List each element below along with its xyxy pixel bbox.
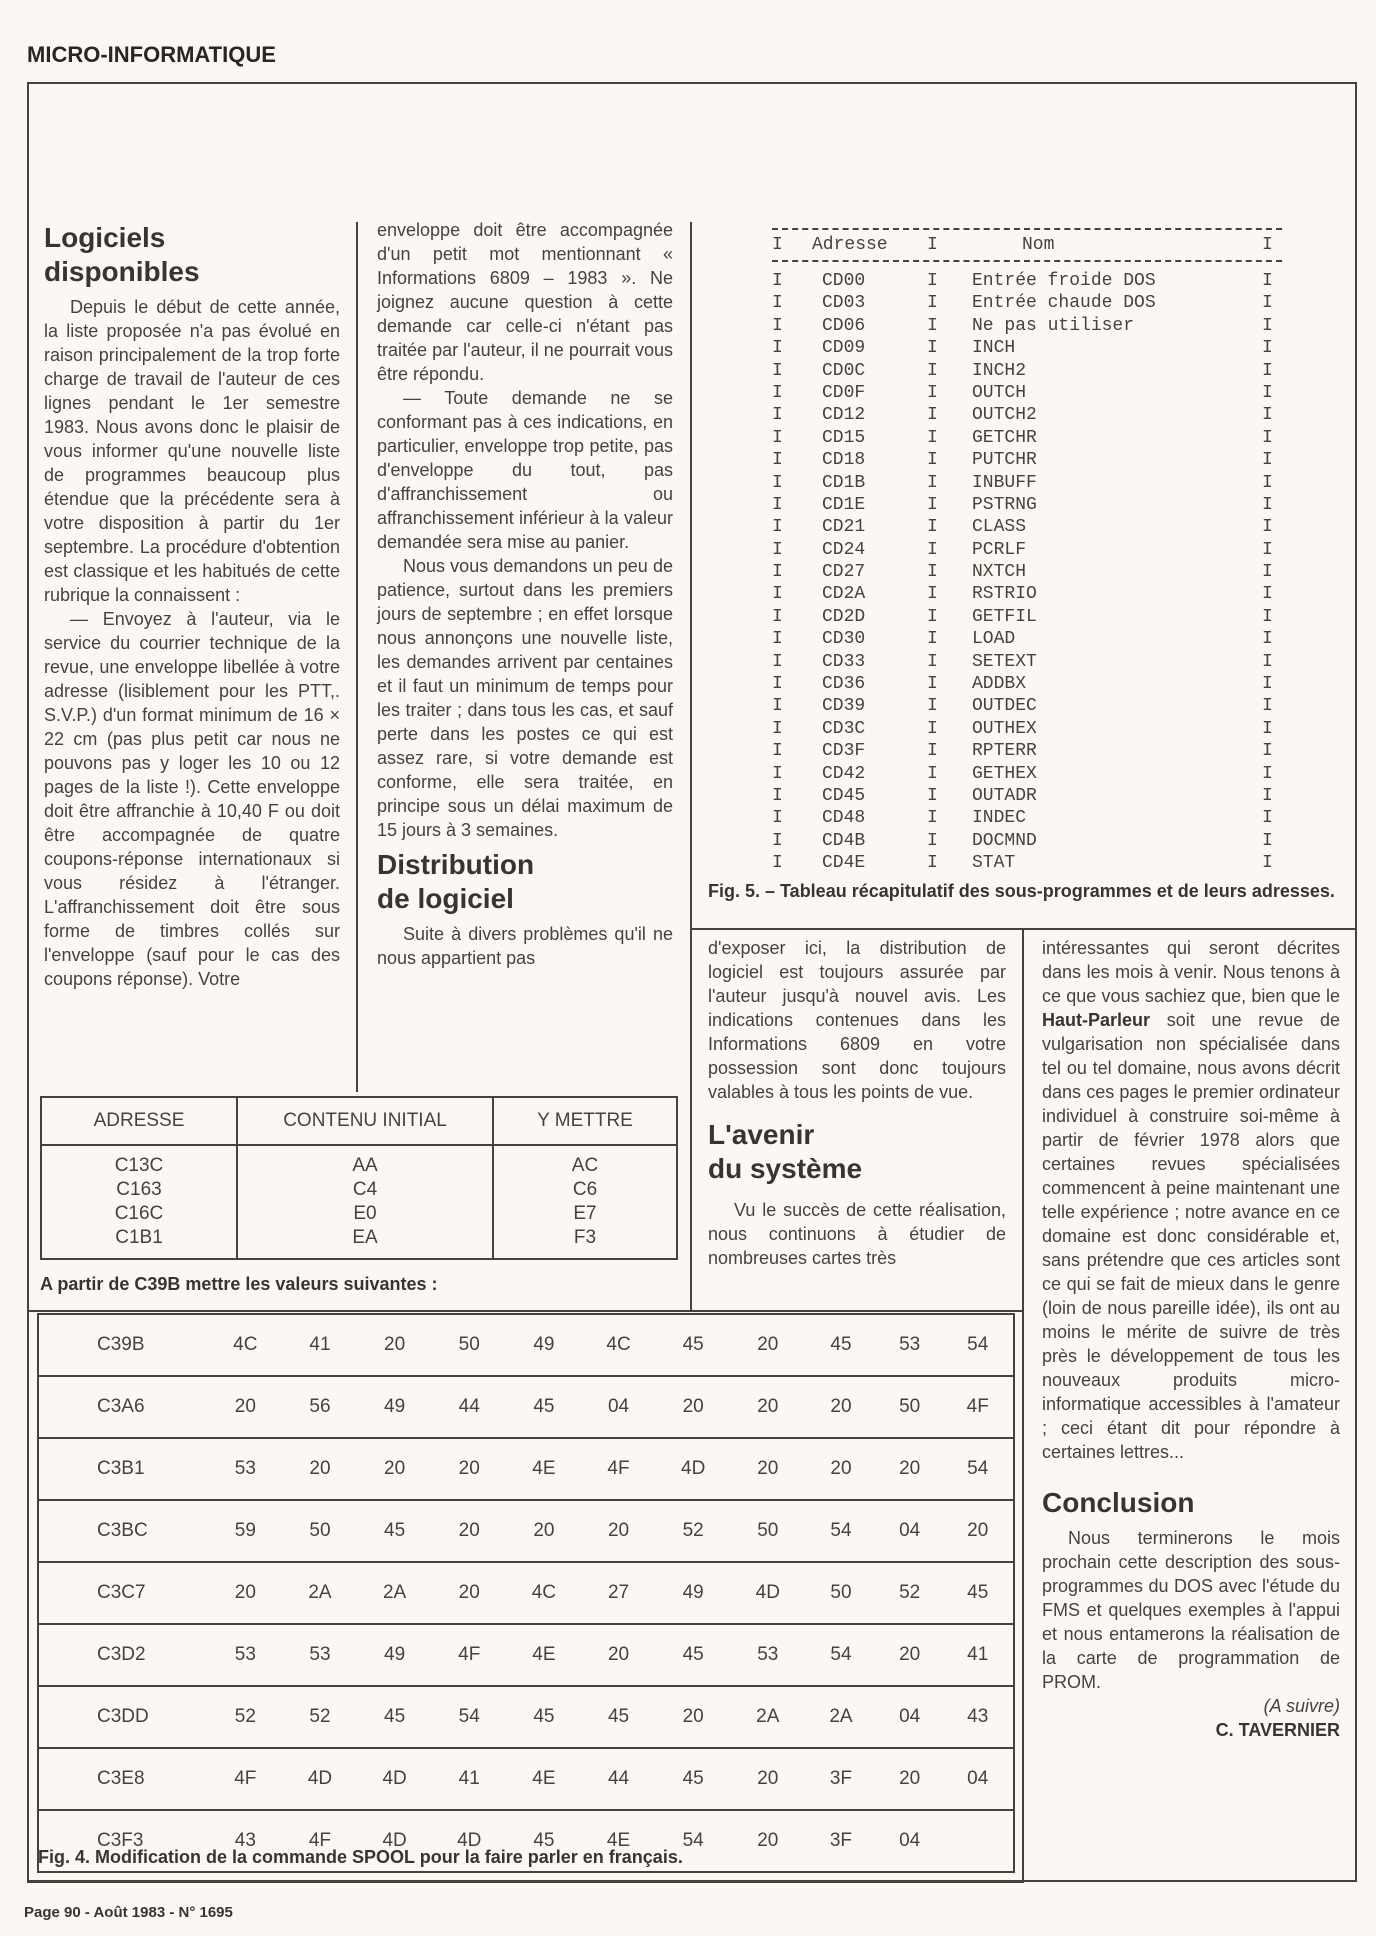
initial-values-cell [237, 1145, 493, 1259]
byte-cell: 3F [805, 1748, 877, 1810]
byte-cell: 4F [283, 1810, 358, 1872]
fig5-row: I CD06 I Ne pas utiliser I [772, 315, 1273, 336]
col-divider-3 [1022, 930, 1024, 1882]
byte-cell: 04 [942, 1748, 1014, 1810]
header-adresse: ADRESSE [41, 1097, 237, 1145]
paragraph: Vu le succès de cette réalisation, nous continuons à étudier de nombreuses cartes très [708, 1200, 1006, 1268]
fig5-row: I CD36 I ADDBX I [772, 674, 1273, 695]
byte-cell: 20 [283, 1438, 358, 1500]
byte-cell: 43 [942, 1686, 1014, 1748]
fig5-row: I CD4E I STAT I [772, 853, 1273, 874]
byte-cell: 04 [877, 1500, 943, 1562]
byte-cell: 20 [357, 1438, 432, 1500]
byte-cell: 54 [805, 1500, 877, 1562]
byte-cell: 45 [507, 1686, 582, 1748]
byte-cell: 20 [805, 1438, 877, 1500]
byte-cell: 20 [507, 1500, 582, 1562]
fig5-row: I CD30 I LOAD I [772, 629, 1273, 650]
fig5-row: I CD12 I OUTCH2 I [772, 405, 1273, 426]
byte-cell: 4E [507, 1748, 582, 1810]
byte-cell: 49 [357, 1624, 432, 1686]
fig5-row: I CD0F I OUTCH I [772, 382, 1273, 403]
byte-cell: 50 [283, 1500, 358, 1562]
fig5-row: I CD21 I CLASS I [772, 517, 1273, 538]
fig4-intro: A partir de C39B mettre les valeurs suivantes : [40, 1274, 438, 1294]
address-cell: C3DD [38, 1686, 208, 1748]
fig5-row: I CD48 I INDEC I [772, 808, 1273, 829]
paragraph: Nous vous demandons un peu de patience, surtout dans les premiers jours de septembre ; en effet lorsque nous annonçons une nouvelle liste, les demandes arrivent par centaines et il faut un minimum de temps pour les traiter ; dans tous les cas, et sauf perte dans les postes ce qui est assez rare, si votre demande est conforme, elle sera traitée, en principe sous un délai maximum de 15 jours à 3 semaines. [377, 556, 673, 840]
byte-cell: 54 [942, 1438, 1014, 1500]
fig5-row: I CD2D I GETFIL I [772, 606, 1273, 627]
byte-cell: 20 [656, 1376, 731, 1438]
byte-cell: 20 [581, 1624, 656, 1686]
byte-cell: 04 [581, 1376, 656, 1438]
byte-cell: 43 [208, 1810, 283, 1872]
fig5-row: I CD15 I GETCHR I [772, 427, 1273, 448]
byte-cell: 50 [432, 1314, 507, 1376]
paragraph: d'exposer ici, la distribution de logiciel est toujours assurée par l'auteur jusqu'à nouvel avis. Les indications contenues dans les Informations 6809 en votre possession sont donc toujours valables à tous les points de vue. [708, 938, 1006, 1102]
byte-cell: 54 [656, 1810, 731, 1872]
section-title: MICRO-INFORMATIQUE [27, 42, 276, 67]
byte-cell: 20 [432, 1500, 507, 1562]
table-row [41, 1145, 677, 1259]
byte-cell: 54 [942, 1314, 1014, 1376]
fig5-row: I CD39 I OUTDEC I [772, 696, 1273, 717]
address-cell: C3C7 [38, 1562, 208, 1624]
fig4-bottom-rule [27, 1881, 1024, 1883]
byte-cell: 50 [730, 1500, 805, 1562]
byte-cell: 04 [877, 1686, 943, 1748]
fig5-row: I CD1B I INBUFF I [772, 472, 1273, 493]
addresses-cell [41, 1145, 237, 1259]
byte-cell: 4E [507, 1438, 582, 1500]
fig5-header-row: I Adresse I Nom I [772, 235, 1273, 255]
byte-cell: 4F [432, 1624, 507, 1686]
fig5-row: I CD0C I INCH2 I [772, 360, 1273, 381]
fig5-row: I CD27 I NXTCH I [772, 562, 1273, 583]
byte-cell: 20 [730, 1438, 805, 1500]
byte-cell: 4D [357, 1810, 432, 1872]
column-4 [1042, 936, 1340, 1742]
byte-cell: 4D [656, 1438, 731, 1500]
byte-cell: 2A [283, 1562, 358, 1624]
fig5-row: I CD2A I RSTRIO I [772, 584, 1273, 605]
cell-value: C6 [572, 1179, 598, 1200]
byte-cell: 3F [805, 1810, 877, 1872]
address-cell: C39B [38, 1314, 208, 1376]
byte-cell: 4C [507, 1562, 582, 1624]
table-row [38, 1438, 1014, 1500]
byte-cell: 53 [208, 1624, 283, 1686]
heading-distribution: Distribution de logiciel [377, 849, 535, 914]
byte-cell: 4F [208, 1748, 283, 1810]
byte-cell: 41 [432, 1748, 507, 1810]
column-3 [708, 936, 1006, 1270]
cell-value: C4 [352, 1179, 378, 1200]
col-divider-1 [356, 222, 358, 1092]
byte-cell: 44 [581, 1748, 656, 1810]
table-row [38, 1686, 1014, 1748]
dashed-rule [772, 260, 1282, 262]
byte-cell: 49 [357, 1376, 432, 1438]
byte-cell: 20 [432, 1562, 507, 1624]
fig5-row: I CD3C I OUTHEX I [772, 718, 1273, 739]
fig5-row: I CD3F I RPTERR I [772, 741, 1273, 762]
byte-cell: 20 [730, 1810, 805, 1872]
heading-logiciels: Logiciels disponibles [44, 222, 200, 287]
page-footer: Page 90 - Août 1983 - N° 1695 [24, 1904, 233, 1921]
byte-cell: 20 [357, 1314, 432, 1376]
fig5-caption: Fig. 5. – Tableau récapitulatif des sous-programmes et de leurs adresses. [708, 881, 1335, 901]
byte-cell: 04 [877, 1810, 943, 1872]
byte-cell: 20 [581, 1500, 656, 1562]
byte-cell: 45 [656, 1748, 731, 1810]
address-cell: C3D2 [38, 1624, 208, 1686]
cell-value: EA [352, 1227, 378, 1248]
byte-cell: 53 [283, 1624, 358, 1686]
cell-value: E0 [353, 1203, 377, 1224]
fig5-row: I CD42 I GETHEX I [772, 763, 1273, 784]
byte-cell: 20 [805, 1376, 877, 1438]
paragraph: enveloppe doit être accompagnée d'un petit mot mentionnant « Informations 6809 – 1983 ». Ne joignez aucune question à cette demande car celle-ci n'étant pas traitée par l'auteur, il ne pourrait vous être répondu. [377, 220, 673, 384]
byte-cell: 4D [283, 1748, 358, 1810]
fig5-row: I CD00 I Entrée froide DOS I [772, 271, 1273, 291]
heading-conclusion: Conclusion [1042, 1487, 1195, 1518]
cell-value: F3 [573, 1227, 597, 1248]
col-divider-2b [690, 930, 692, 1310]
table-header-row [41, 1097, 677, 1145]
fig5-listing [772, 228, 1282, 875]
byte-cell: 20 [877, 1438, 943, 1500]
byte-cell: 50 [877, 1376, 943, 1438]
byte-cell: 4D [730, 1562, 805, 1624]
cell-value: C163 [116, 1179, 162, 1200]
byte-cell: 45 [357, 1500, 432, 1562]
cell-value: E7 [573, 1203, 597, 1224]
fig5-row: I CD33 I SETEXT I [772, 651, 1273, 672]
fig4-table-values [37, 1313, 1015, 1873]
byte-cell: 49 [656, 1562, 731, 1624]
table-row [38, 1376, 1014, 1438]
byte-cell: 56 [283, 1376, 358, 1438]
byte-cell: 53 [730, 1624, 805, 1686]
byte-cell: 20 [877, 1748, 943, 1810]
byte-cell: 4D [357, 1748, 432, 1810]
byte-cell: 2A [805, 1686, 877, 1748]
byte-cell: 45 [507, 1376, 582, 1438]
byte-cell: 54 [432, 1686, 507, 1748]
byte-cell: 49 [507, 1314, 582, 1376]
byte-cell: 27 [581, 1562, 656, 1624]
byte-cell: 52 [877, 1562, 943, 1624]
byte-cell: 45 [581, 1686, 656, 1748]
byte-cell: 4F [581, 1438, 656, 1500]
table-row [38, 1748, 1014, 1810]
table-row [38, 1562, 1014, 1624]
byte-cell: 52 [656, 1500, 731, 1562]
fig4-caption: Fig. 4. Modification de la commande SPOOL pour la faire parler en français. [38, 1847, 683, 1867]
byte-cell: 20 [942, 1500, 1014, 1562]
byte-cell: 20 [730, 1376, 805, 1438]
header-y-mettre: Y METTRE [493, 1097, 677, 1145]
to-follow: (A suivre) [1263, 1696, 1340, 1716]
fig4-top-rule [27, 1310, 1024, 1312]
byte-cell: 4D [432, 1810, 507, 1872]
byte-cell: 45 [805, 1314, 877, 1376]
heading-avenir: L'avenir du système [708, 1119, 863, 1184]
byte-cell: 4F [942, 1376, 1014, 1438]
fig5-row: I CD09 I INCH I [772, 338, 1273, 359]
paragraph: Suite à divers problèmes qu'il ne nous appartient pas [377, 924, 673, 968]
paragraph: — Envoyez à l'auteur, via le service du courrier technique de la revue, une enveloppe libellée à votre adresse (lisiblement pour les PTT,. S.V.P.) d'un format minimum de 16 × 22 cm (pas plus petit car nous ne pouvons pas y loger les 10 ou 12 pages de la liste !). Cette enveloppe doit être affranchie à 10,40 F ou doit être accompagnée de quatre coupons-réponse internationaux si vous résidez à l'étranger. L'affranchissement doit être sous forme de timbres collés sur l'enveloppe (sauf pour le cas des coupons réponse). Votre [44, 609, 340, 989]
cell-value: AA [352, 1155, 378, 1176]
fig5-row: I CD18 I PUTCHR I [772, 450, 1273, 471]
paragraph: Nous terminerons le mois prochain cette description des sous-programmes du DOS avec l'étude du FMS et quelques exemples à l'appui et nous entamerons la réalisation de la carte de programmation de PROM. [1042, 1528, 1340, 1692]
table-row [38, 1500, 1014, 1562]
address-cell: C3F3 [38, 1810, 208, 1872]
byte-cell: 20 [208, 1376, 283, 1438]
byte-cell: 45 [942, 1562, 1014, 1624]
paragraph: intéressantes qui seront décrites dans les mois à venir. Nous tenons à ce que vous sachiez que, bien que le Haut-Parleur soit une revue de vulgarisation non spécialisée dans tel ou tel domaine, nous avons décrit dans ces pages le premier ordinateur individuel à construire soi-même à partir de février 1978 alors que certaines revues spécialisées commencent à peine maintenant une telle expérience ; notre avance en ce domaine est donc considérable et, sans prétendre que ces articles sont ce qui se fait de mieux dans le genre (loin de nous pareille idée), ils ont au moins le mérite de suivre de très près le développement de tous les nouveaux produits micro-informatique accessibles à l'amateur ; ceci étant dit pour répondre à certaines lettres... [1042, 938, 1340, 1462]
paragraph: Depuis le début de cette année, la liste proposée n'a pas évolué en raison principalement de la trop forte charge de travail de l'auteur de ces lignes pendant le 1er semestre 1983. Nous avons donc le plaisir de vous informer qu'une nouvelle liste de programmes beaucoup plus étendue que la précédente sera à votre disposition à partir du 1er septembre. La procédure d'obtention est classique et les habitués de cette rubrique la connaissent : [44, 297, 340, 605]
fig5-row: I CD24 I PCRLF I [772, 539, 1273, 560]
byte-cell: 45 [507, 1810, 582, 1872]
address-cell: C3BC [38, 1500, 208, 1562]
byte-cell: 45 [357, 1686, 432, 1748]
byte-cell: 41 [283, 1314, 358, 1376]
fig5-row: I CD45 I OUTADR I [772, 785, 1273, 806]
byte-cell: 4E [581, 1810, 656, 1872]
byte-cell: 4C [581, 1314, 656, 1376]
fig5-row: I CD4B I DOCMND I [772, 830, 1273, 851]
header-contenu: CONTENU INITIAL [237, 1097, 493, 1145]
paragraph: — Toute demande ne se conformant pas à ces indications, en particulier, enveloppe trop petite, pas d'enveloppe du tout, pas d'affranchissement ou affranchissement inférieur à la valeur demandée sera mise au panier. [377, 388, 673, 552]
byte-cell: 52 [283, 1686, 358, 1748]
address-cell: C3A6 [38, 1376, 208, 1438]
byte-cell: 59 [208, 1500, 283, 1562]
byte-cell: 45 [656, 1314, 731, 1376]
byte-cell: 44 [432, 1376, 507, 1438]
byte-cell: 53 [208, 1438, 283, 1500]
byte-cell: 50 [805, 1562, 877, 1624]
byte-cell: 4C [208, 1314, 283, 1376]
new-values-cell [493, 1145, 677, 1259]
byte-cell: 20 [730, 1748, 805, 1810]
column-2 [377, 218, 673, 970]
byte-cell: 41 [942, 1624, 1014, 1686]
address-cell: C3B1 [38, 1438, 208, 1500]
cell-value: C16C [114, 1203, 164, 1224]
byte-cell: 20 [208, 1562, 283, 1624]
fig4-table-initial [40, 1096, 678, 1260]
byte-cell: 20 [877, 1624, 943, 1686]
fig5-row: I CD03 I Entrée chaude DOS I [772, 293, 1273, 314]
table-row [38, 1624, 1014, 1686]
fig5-rows [772, 270, 1282, 875]
cell-value: AC [571, 1155, 599, 1176]
address-cell: C3E8 [38, 1748, 208, 1810]
byte-cell: 54 [805, 1624, 877, 1686]
byte-cell: 45 [656, 1624, 731, 1686]
byte-cell: 53 [877, 1314, 943, 1376]
byte-cell: 2A [357, 1562, 432, 1624]
author: C. TAVERNIER [1215, 1720, 1340, 1740]
byte-cell [942, 1810, 1014, 1872]
column-1 [44, 215, 340, 991]
byte-cell: 52 [208, 1686, 283, 1748]
byte-cell: 20 [656, 1686, 731, 1748]
table-row [38, 1314, 1014, 1376]
byte-cell: 20 [730, 1314, 805, 1376]
fig5-row: I CD1E I PSTRNG I [772, 494, 1273, 515]
byte-cell: 20 [432, 1438, 507, 1500]
byte-cell: 4E [507, 1624, 582, 1686]
byte-cell: 2A [730, 1686, 805, 1748]
cell-value: C1B1 [115, 1227, 163, 1248]
cell-value: C13C [114, 1155, 164, 1176]
